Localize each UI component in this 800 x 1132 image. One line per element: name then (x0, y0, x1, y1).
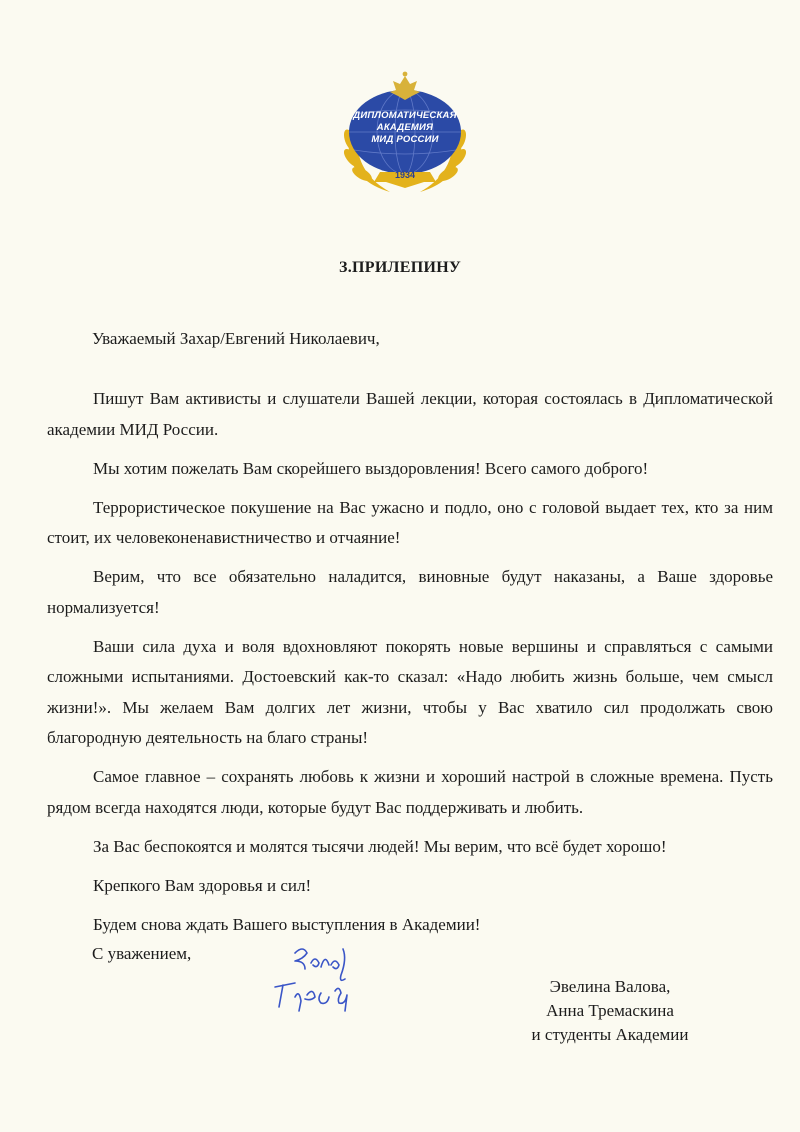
paragraph: Верим, что все обязательно наладится, виновные будут наказаны, а Ваше здоровье нормализуется! (47, 567, 773, 617)
signers-block (480, 975, 740, 1047)
paragraph: За Вас беспокоятся и молятся тысячи людей! Мы верим, что всё будет хорошо! (93, 836, 667, 856)
signer-line: Эвелина Валова, (549, 977, 671, 996)
paragraph: Будем снова ждать Вашего выступления в Академии! (93, 914, 481, 934)
paragraph: Самое главное – сохранять любовь к жизни и хороший настрой в сложные времена. Пусть рядом всегда находятся люди, которые будут Вас поддерживать и любить. (47, 767, 773, 817)
addressee-title: З.ПРИЛЕПИНУ (338, 259, 462, 276)
paragraph: Пишут Вам активисты и слушатели Вашей лекции, которая состоялась в Дипломатической академии МИД России. (47, 389, 773, 439)
greeting: Уважаемый Захар/Евгений Николаевич, (92, 329, 380, 348)
signer-line: и студенты Академии (531, 1025, 689, 1044)
emblem-text-line3: МИД РОССИИ (371, 134, 439, 145)
emblem-text-line2: АКАДЕМИЯ (376, 122, 434, 133)
closing: С уважением, (92, 944, 192, 963)
signer-line: Анна Тремаскина (546, 1001, 674, 1020)
paragraph: Мы хотим пожелать Вам скорейшего выздоровления! Всего самого доброго! (93, 458, 649, 478)
emblem-year: 1934 (394, 170, 416, 180)
paragraph: Ваши сила духа и воля вдохновляют покорять новые вершины и справляться с самыми сложными испытаниями. Достоевский как-то сказал: «Надо любить жизнь больше, чем смысл жизни!». Мы желаем Вам долгих лет жизни, чтобы у Вас хватило сил продолжать свою благородную деятельность на благо страны! (47, 636, 773, 747)
letter-body (47, 384, 773, 949)
signature-icon (255, 935, 395, 1025)
paragraph: Крепкого Вам здоровья и сил! (93, 875, 312, 895)
handwritten-signature (255, 935, 395, 1025)
emblem-text-line1: ДИПЛОМАТИЧЕСКАЯ (353, 110, 457, 121)
academy-emblem (330, 70, 480, 210)
paragraph: Террористическое покушение на Вас ужасно и подло, оно с головой выдает тех, кто за ним стоит, их человеконенавистничество и отчаяние! (47, 497, 773, 547)
